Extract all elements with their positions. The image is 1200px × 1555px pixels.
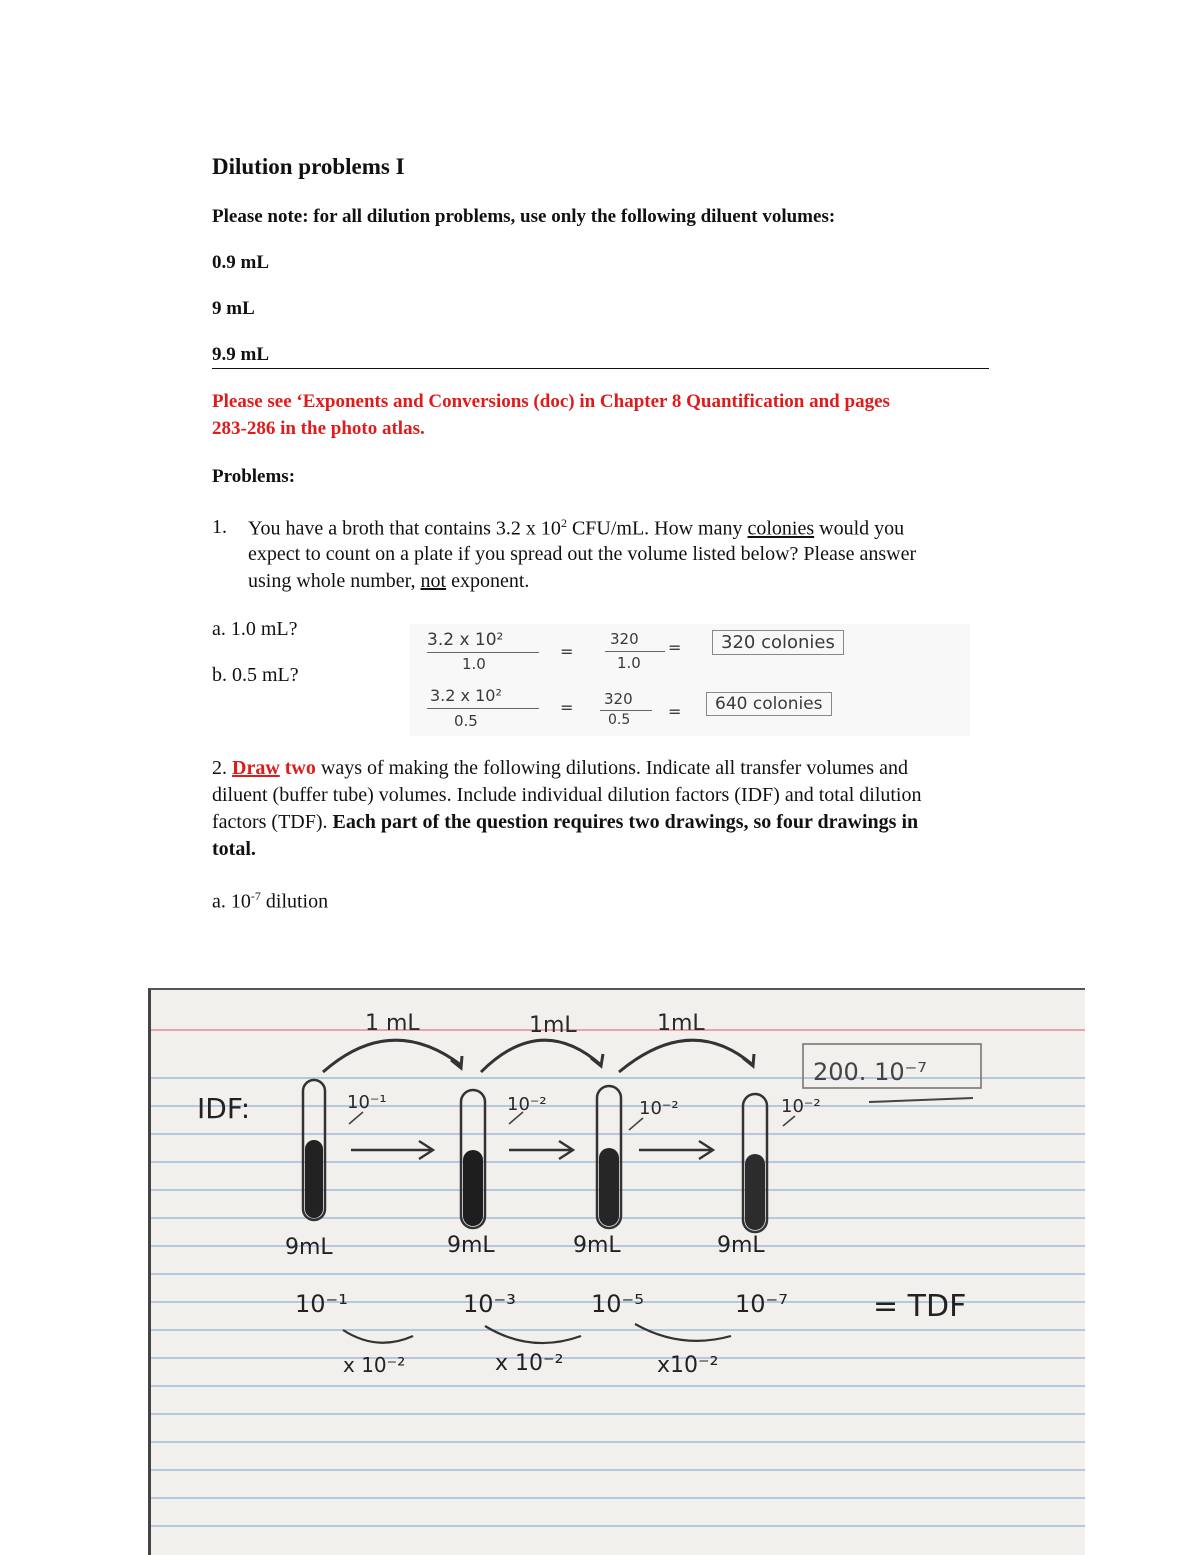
problem-2-line-4: total. xyxy=(212,838,256,860)
diluent-note: Please note: for all dilution problems, use only the following diluent volumes: xyxy=(212,206,836,227)
work-b-mid-denominator: 0.5 xyxy=(608,712,631,728)
transfer-arcs xyxy=(323,1040,754,1072)
work-a-equals-1: = xyxy=(560,642,574,661)
tube-4 xyxy=(743,1094,767,1232)
tube-volume-2: 9mL xyxy=(447,1233,495,1258)
transfer-volume-2: 1mL xyxy=(529,1013,577,1038)
reference-line-2: 283-286 in the photo atlas. xyxy=(212,418,425,439)
problem-2-line-2: diluent (buffer tube) volumes. Include individual dilution factors (IDF) and total dilution xyxy=(212,784,922,806)
tdf-value-3: 10⁻⁵ xyxy=(591,1290,644,1318)
section-divider xyxy=(212,368,989,369)
idf-pointers xyxy=(349,1112,795,1130)
transfer-volume-3: 1mL xyxy=(657,1011,705,1036)
work-a-answer: 320 colonies xyxy=(712,630,844,655)
idf-value-4: 10⁻² xyxy=(781,1096,821,1117)
work-b-equals-1: = xyxy=(560,698,574,717)
tube-arrows xyxy=(351,1141,713,1159)
work-a-numerator: 3.2 x 10² xyxy=(427,630,504,650)
tdf-value-1: 10⁻¹ xyxy=(295,1290,348,1318)
tube-1 xyxy=(303,1080,325,1220)
work-a-mid-fraction-line xyxy=(605,651,665,652)
tdf-value-2: 10⁻³ xyxy=(463,1290,516,1318)
problem-2-line-1: 2. Draw two ways of making the following dilutions. Indicate all transfer volumes and xyxy=(212,757,908,779)
idf-label: IDF: xyxy=(197,1092,251,1125)
work-a-mid-numerator: 320 xyxy=(610,630,639,648)
multiplier-1: x 10⁻² xyxy=(343,1353,406,1377)
tdf-value-4: 10⁻⁷ xyxy=(735,1290,788,1318)
tube-2 xyxy=(461,1090,485,1228)
problem-1-handwritten-work xyxy=(410,624,970,736)
idf-value-1: 10⁻¹ xyxy=(347,1092,387,1113)
problem-1-line-1: You have a broth that contains 3.2 x $10^2$ CFU/mL. How many colonies would you xyxy=(248,516,905,540)
work-b-answer: 640 colonies xyxy=(706,692,832,716)
problem-2-part-a: a. $10^{-7}$ dilution xyxy=(212,889,329,913)
tube-volume-1: 9mL xyxy=(285,1235,333,1260)
page-title: Dilution problems I xyxy=(212,154,405,179)
work-b-mid-fraction-line xyxy=(600,710,652,711)
multiplier-2: x 10⁻² xyxy=(495,1351,564,1376)
work-a-denominator: 1.0 xyxy=(462,655,486,673)
note-underline xyxy=(869,1098,973,1102)
problem-1-number: 1. xyxy=(212,516,227,538)
work-b-numerator: 3.2 x 10² xyxy=(430,686,502,705)
problem-1-part-a: a. 1.0 mL? xyxy=(212,618,298,640)
tube-3 xyxy=(597,1086,621,1228)
multiplier-3: x10⁻² xyxy=(657,1353,719,1378)
work-a-fraction-line xyxy=(427,652,539,653)
boxed-note: 200. 10⁻⁷ xyxy=(813,1058,927,1086)
work-b-mid-numerator: 320 xyxy=(604,690,633,708)
problem-2-line-3: factors (TDF). Each part of the question requires two drawings, so four drawings in xyxy=(212,811,919,833)
work-b-fraction-line xyxy=(427,708,539,709)
problem-1-line-3: using whole number, not exponent. xyxy=(248,570,530,592)
transfer-volume-1: 1 mL xyxy=(365,1011,420,1036)
reference-line-1: Please see ‘Exponents and Conversions (doc) in Chapter 8 Quantification and pages xyxy=(212,391,890,412)
work-a-equals-2: = xyxy=(668,638,682,657)
tdf-label: = TDF xyxy=(873,1289,967,1324)
diluent-volume-2: 9 mL xyxy=(212,298,255,319)
problem-1-part-b: b. 0.5 mL? xyxy=(212,664,299,686)
dilution-drawing-card xyxy=(148,988,1085,1555)
work-a-mid-denominator: 1.0 xyxy=(617,654,641,672)
diluent-volume-3: 9.9 mL xyxy=(212,344,269,365)
work-b-denominator: 0.5 xyxy=(454,712,478,730)
multiplier-arcs xyxy=(343,1324,731,1343)
tube-volume-3: 9mL xyxy=(573,1233,621,1258)
diluent-volume-1: 0.9 mL xyxy=(212,252,269,273)
idf-value-3: 10⁻² xyxy=(639,1098,679,1119)
tube-volume-4: 9mL xyxy=(717,1233,765,1258)
work-b-equals-2: = xyxy=(668,702,682,721)
dilution-drawing xyxy=(151,990,1085,1555)
problem-1-line-2: expect to count on a plate if you spread out the volume listed below? Please answer xyxy=(248,543,917,565)
problems-heading: Problems: xyxy=(212,466,296,487)
idf-value-2: 10⁻² xyxy=(507,1094,547,1115)
